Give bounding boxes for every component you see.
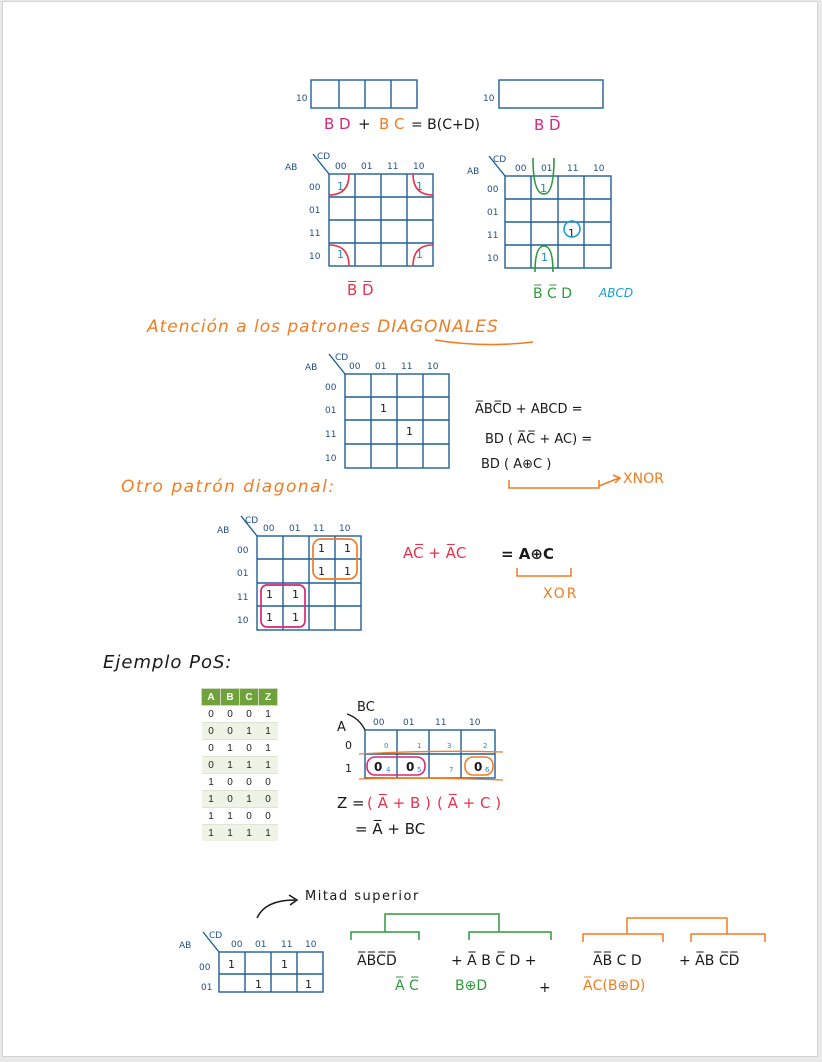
cell: 1	[240, 723, 259, 740]
cell: 1	[221, 808, 240, 825]
col-label: 11	[281, 940, 293, 950]
cell-index: 4	[386, 766, 391, 774]
row-label: 10	[237, 616, 249, 626]
expr-factored: = B(C+D)	[411, 117, 480, 133]
col-label: 01	[403, 718, 415, 728]
truth-table	[201, 688, 278, 841]
bottom-term-1: A̅B̅C̅D̅	[357, 953, 397, 969]
col-label: 00	[231, 940, 243, 950]
cell-one: 1	[540, 182, 547, 195]
pos-expr-z: Z =	[337, 794, 365, 812]
table-row	[202, 774, 278, 791]
xnor-arrow-icon	[599, 475, 620, 486]
cell: 0	[259, 774, 278, 791]
row-label: 10	[487, 254, 499, 264]
cell: 1	[259, 723, 278, 740]
truth-table-header	[202, 689, 278, 706]
kmap-xor-var-rows: AB	[217, 526, 230, 536]
cell-one: 1	[406, 425, 413, 438]
xor-bracket	[517, 568, 571, 576]
table-row	[202, 740, 278, 757]
cell: 1	[202, 825, 221, 842]
header-z: Z	[259, 689, 278, 706]
col-label: 10	[593, 164, 605, 174]
row-label: 00	[237, 546, 249, 556]
col-label: 11	[435, 718, 447, 728]
cell-one: 1	[568, 227, 575, 240]
pos-var-cols: BC	[357, 700, 375, 715]
col-label: 10	[339, 524, 351, 534]
heading-diagonal-underline	[435, 340, 533, 345]
diag-expr-line3: BD ( A⊕C )	[481, 457, 552, 472]
row-label: 00	[325, 383, 337, 393]
col-label: 10	[427, 362, 439, 372]
header-a: A	[202, 689, 221, 706]
col-label: 00	[515, 164, 527, 174]
row-label: 00	[199, 963, 211, 973]
col-label: 11	[401, 362, 413, 372]
xor-expr-rhs: = A⊕C	[501, 545, 554, 563]
cell: 1	[240, 825, 259, 842]
cell: 1	[221, 757, 240, 774]
cell: 1	[202, 808, 221, 825]
cell: 0	[221, 723, 240, 740]
cell-one: 1	[541, 251, 548, 264]
row-label: 01	[201, 983, 213, 993]
cell: 0	[202, 723, 221, 740]
kmap-xor-var-cols: CD	[245, 516, 259, 526]
cell: 0	[221, 791, 240, 808]
table-row	[202, 791, 278, 808]
bottom-kmap-var-cols: CD	[209, 931, 223, 941]
col-label: 11	[313, 524, 325, 534]
pos-expr-sum2: ( A̅ + C )	[437, 794, 502, 812]
cell: 1	[202, 791, 221, 808]
top-right-row-label: 10	[483, 94, 495, 104]
xnor-bracket	[509, 480, 599, 488]
cell: 0	[202, 706, 221, 723]
cell: 1	[259, 706, 278, 723]
row-label: 11	[237, 593, 249, 603]
col-label: 10	[469, 718, 481, 728]
header-c: C	[240, 689, 259, 706]
row-label: 01	[237, 569, 249, 579]
row-label: 00	[487, 185, 499, 195]
diag-expr-line1: A̅BC̅D + ABCD =	[475, 402, 583, 417]
bottom-kmap-var-rows: AB	[179, 941, 192, 951]
cell: 0	[240, 706, 259, 723]
top-right-result: B D̅	[534, 116, 561, 134]
cell: 0	[240, 740, 259, 757]
expr-bd: B D	[324, 115, 351, 133]
cell-one: 1	[337, 180, 344, 193]
row-label: 0	[345, 739, 352, 752]
mitad-label: Mitad superior	[305, 889, 420, 904]
table-row	[202, 808, 278, 825]
heading-pos: Ejemplo PoS:	[103, 652, 233, 673]
pos-var-row: A	[337, 720, 346, 735]
cell-one: 1	[305, 978, 312, 991]
cell-index: 2	[483, 742, 488, 750]
xor-expr-lhs: AC̅ + A̅C	[403, 544, 467, 562]
kmap-mixed-var-rows: AB	[467, 167, 480, 177]
cell-one: 1	[281, 958, 288, 971]
header-b: B	[221, 689, 240, 706]
cell-one: 1	[292, 611, 299, 624]
mitad-arrow-icon	[257, 895, 297, 918]
cell: 1	[259, 740, 278, 757]
col-label: 00	[335, 162, 347, 172]
cell: 1	[240, 757, 259, 774]
bottom-group-plus: +	[539, 980, 551, 996]
cell: 0	[202, 757, 221, 774]
cell: 1	[240, 791, 259, 808]
cell: 1	[221, 740, 240, 757]
cell: 0	[202, 740, 221, 757]
col-label: 01	[541, 164, 553, 174]
col-label: 00	[373, 718, 385, 728]
row-label: 11	[325, 430, 337, 440]
xnor-label: XNOR	[623, 471, 664, 487]
cell: 0	[221, 706, 240, 723]
cell-zero: 0	[474, 760, 483, 774]
cell: 0	[221, 774, 240, 791]
col-label: 10	[413, 162, 425, 172]
bottom-group-1: A̅ C̅	[395, 978, 419, 994]
cell-one: 1	[344, 565, 351, 578]
cell-one: 1	[380, 402, 387, 415]
col-label: 10	[305, 940, 317, 950]
row-label: 01	[325, 406, 337, 416]
cell: 1	[259, 757, 278, 774]
cell-index: 6	[485, 766, 490, 774]
cell: 0	[240, 774, 259, 791]
bottom-term-3: A̅B̅ C D	[593, 953, 642, 969]
cell-one: 1	[266, 588, 273, 601]
cell-one: 1	[416, 180, 423, 193]
cell-one: 1	[344, 542, 351, 555]
bottom-brackets	[351, 914, 765, 942]
top-left-kmap-fragment	[311, 80, 417, 108]
col-label: 00	[263, 524, 275, 534]
kmap-diagonal-var-cols: CD	[335, 353, 349, 363]
cell: 0	[240, 808, 259, 825]
top-right-kmap-fragment	[499, 80, 603, 108]
kmap-corners-var-rows: AB	[285, 163, 298, 173]
table-row	[202, 706, 278, 723]
col-label: 01	[289, 524, 301, 534]
notes-page	[2, 1, 818, 1057]
cell-zero: 0	[406, 760, 415, 774]
kmap-corners-var-cols: CD	[317, 152, 331, 162]
bottom-group-2: B⊕D	[455, 978, 488, 994]
cell-index: 5	[417, 766, 422, 774]
row-label: 01	[309, 206, 321, 216]
row-label: 11	[487, 231, 499, 241]
cell-one: 1	[228, 958, 235, 971]
cell-index: 1	[417, 742, 422, 750]
cell: 1	[221, 825, 240, 842]
cell: 0	[259, 808, 278, 825]
col-label: 11	[387, 162, 399, 172]
heading-diagonal: Atención a los patrones DIAGONALES	[147, 317, 499, 337]
cell-one: 1	[255, 978, 262, 991]
cell-one: 1	[292, 588, 299, 601]
table-row	[202, 825, 278, 842]
table-row	[202, 757, 278, 774]
cell-one: 1	[337, 248, 344, 261]
row-label: 10	[325, 454, 337, 464]
cell: 0	[259, 791, 278, 808]
cell: 1	[259, 825, 278, 842]
cell-one: 1	[266, 611, 273, 624]
table-row	[202, 723, 278, 740]
cell-one: 1	[416, 248, 423, 261]
kmap-mixed-var-cols: CD	[493, 155, 507, 165]
cell-index: 3	[447, 742, 452, 750]
cell-index: 7	[449, 766, 454, 774]
pos-expr-line2: = A̅ + BC	[355, 820, 426, 838]
bottom-term-4: + A̅B C̅D̅	[679, 953, 740, 969]
col-label: 11	[567, 164, 579, 174]
bottom-term-2: + A̅ B C̅ D +	[451, 953, 537, 969]
xor-label: XOR	[543, 586, 579, 602]
row-label: 1	[345, 762, 352, 775]
cell-index: 0	[384, 742, 389, 750]
col-label: 01	[255, 940, 267, 950]
bottom-group-3: A̅C(B⊕D)	[583, 978, 646, 994]
col-label: 01	[361, 162, 373, 172]
mixed-result-abcd: ABCD	[599, 286, 634, 300]
expr-bc: B C	[379, 115, 405, 133]
cell-one: 1	[318, 542, 325, 555]
row-label: 11	[309, 229, 321, 239]
row-label: 10	[309, 252, 321, 262]
cell-zero: 0	[374, 760, 383, 774]
row-label: 01	[487, 208, 499, 218]
cell: 1	[202, 774, 221, 791]
kmap-diagonal-var-rows: AB	[305, 363, 318, 373]
handwritten-notes-canvas	[3, 2, 818, 1057]
col-label: 00	[349, 362, 361, 372]
row-label: 00	[309, 183, 321, 193]
cell-one: 1	[318, 565, 325, 578]
pos-expr-sum1: ( A̅ + B )	[367, 794, 431, 812]
corner-result: B̅ D̅	[347, 281, 374, 299]
col-label: 01	[375, 362, 387, 372]
heading-other-diagonal: Otro patrón diagonal:	[121, 477, 336, 497]
expr-plus: +	[358, 115, 371, 133]
top-left-row-label: 10	[296, 94, 308, 104]
mixed-result-bcd: B̅ C̅ D	[533, 286, 573, 302]
diag-expr-line2: BD ( A̅C̅ + AC) =	[485, 432, 593, 447]
